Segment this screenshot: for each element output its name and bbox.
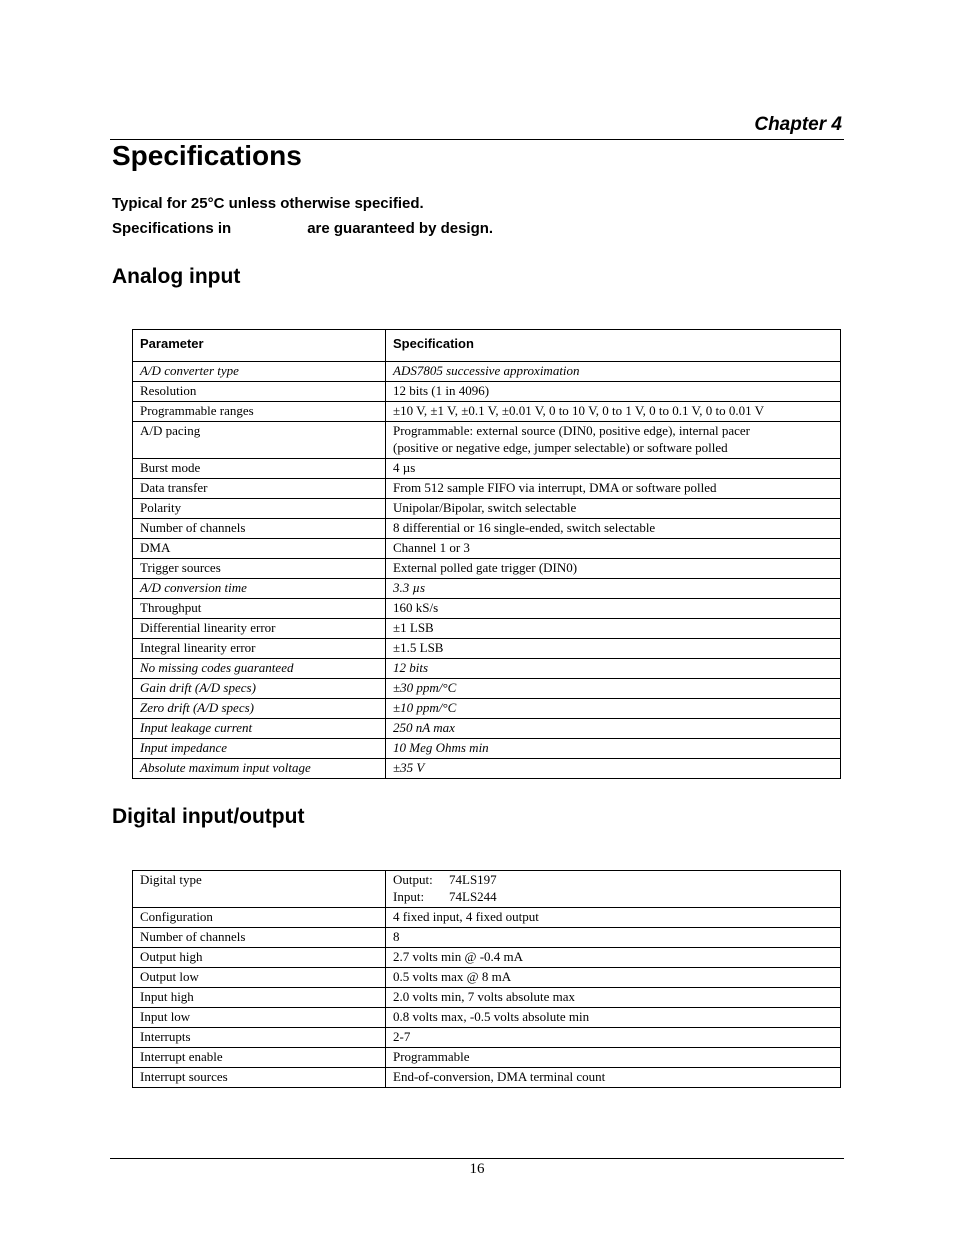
spec-cell: ±10 ppm/°C — [386, 699, 841, 719]
table-row — [133, 422, 841, 459]
table-row — [133, 739, 841, 759]
column-header-parameter: Parameter — [133, 330, 386, 362]
param-cell: Trigger sources — [133, 559, 386, 579]
note-prefix: Specifications in — [112, 220, 232, 237]
spec-cell: 3.3 µs — [386, 579, 841, 599]
table-row — [133, 659, 841, 679]
column-header-specification: Specification — [386, 330, 841, 362]
spec-cell: External polled gate trigger (DIN0) — [386, 559, 841, 579]
param-cell: Input leakage current — [133, 719, 386, 739]
table-row — [133, 539, 841, 559]
param-cell: Configuration — [133, 908, 386, 928]
table-row — [133, 928, 841, 948]
spec-line: Programmable: external source (DIN0, positive edge), internal pacer — [393, 423, 750, 438]
param-cell: Digital type — [133, 871, 386, 908]
table-row — [133, 759, 841, 779]
param-cell: Throughput — [133, 599, 386, 619]
table-row — [133, 968, 841, 988]
param-cell: Interrupt enable — [133, 1048, 386, 1068]
param-cell: Burst mode — [133, 459, 386, 479]
param-cell: Programmable ranges — [133, 402, 386, 422]
param-cell: Interrupts — [133, 1028, 386, 1048]
param-cell: Input low — [133, 1008, 386, 1028]
spec-cell: End-of-conversion, DMA terminal count — [386, 1068, 841, 1088]
param-cell: DMA — [133, 539, 386, 559]
param-cell: Zero drift (A/D specs) — [133, 699, 386, 719]
chapter-label: Chapter 4 — [754, 114, 842, 135]
spec-cell: ±10 V, ±1 V, ±0.1 V, ±0.01 V, 0 to 10 V, 0 to 1 V, 0 to 0.1 V, 0 to 0.01 V — [386, 402, 841, 422]
spec-cell: 250 nA max — [386, 719, 841, 739]
spec-cell — [386, 422, 841, 459]
table-row — [133, 382, 841, 402]
table-row — [133, 1008, 841, 1028]
table-row — [133, 988, 841, 1008]
table-row — [133, 559, 841, 579]
analog-input-table — [132, 329, 841, 779]
table-header-row — [133, 330, 841, 362]
table-row — [133, 639, 841, 659]
spec-cell: Programmable — [386, 1048, 841, 1068]
param-cell: No missing codes guaranteed — [133, 659, 386, 679]
page-title: Specifications — [112, 140, 302, 171]
spec-cell: Unipolar/Bipolar, switch selectable — [386, 499, 841, 519]
spec-cell: 8 differential or 16 single-ended, switch selectable — [386, 519, 841, 539]
param-cell: Data transfer — [133, 479, 386, 499]
table-row — [133, 459, 841, 479]
param-cell: Output low — [133, 968, 386, 988]
spec-cell: 4 fixed input, 4 fixed output — [386, 908, 841, 928]
param-cell: Integral linearity error — [133, 639, 386, 659]
table-row — [133, 719, 841, 739]
spec-line: (positive or negative edge, jumper selectable) or software polled — [393, 440, 728, 455]
param-cell: Number of channels — [133, 519, 386, 539]
digital-io-heading: Digital input/output — [112, 805, 305, 828]
table-row — [133, 679, 841, 699]
param-cell: Resolution — [133, 382, 386, 402]
bottom-rule — [110, 1158, 844, 1159]
table-row — [133, 948, 841, 968]
spec-cell: ADS7805 successive approximation — [386, 362, 841, 382]
spec-cell: 160 kS/s — [386, 599, 841, 619]
input-label: Input: — [393, 889, 425, 904]
digital-io-table — [132, 870, 841, 1088]
spec-cell: 2.0 volts min, 7 volts absolute max — [386, 988, 841, 1008]
param-cell: Number of channels — [133, 928, 386, 948]
param-cell: A/D conversion time — [133, 579, 386, 599]
spec-cell — [386, 871, 841, 908]
param-cell: A/D converter type — [133, 362, 386, 382]
param-cell: Gain drift (A/D specs) — [133, 679, 386, 699]
table-row — [133, 479, 841, 499]
typical-conditions-note: Typical for 25°C unless otherwise specified. — [112, 195, 424, 212]
input-value: 74LS244 — [449, 889, 497, 904]
table-row — [133, 871, 841, 908]
analog-input-heading: Analog input — [112, 265, 241, 288]
table-row — [133, 908, 841, 928]
param-cell: A/D pacing — [133, 422, 386, 459]
param-cell: Polarity — [133, 499, 386, 519]
spec-cell: ±30 ppm/°C — [386, 679, 841, 699]
table-row — [133, 499, 841, 519]
output-label: Output: — [393, 872, 433, 887]
spec-cell: 4 µs — [386, 459, 841, 479]
table-row — [133, 1068, 841, 1088]
page-number: 16 — [469, 1161, 485, 1177]
spec-cell: 2-7 — [386, 1028, 841, 1048]
table-row — [133, 519, 841, 539]
table-row — [133, 619, 841, 639]
table-row — [133, 362, 841, 382]
spec-cell: Channel 1 or 3 — [386, 539, 841, 559]
spec-cell: 10 Meg Ohms min — [386, 739, 841, 759]
spec-cell: ±35 V — [386, 759, 841, 779]
table-row — [133, 579, 841, 599]
spec-cell: 0.8 volts max, -0.5 volts absolute min — [386, 1008, 841, 1028]
table-row — [133, 1028, 841, 1048]
param-cell: Differential linearity error — [133, 619, 386, 639]
param-cell: Absolute maximum input voltage — [133, 759, 386, 779]
spec-cell: 12 bits — [386, 659, 841, 679]
param-cell: Input high — [133, 988, 386, 1008]
table-row — [133, 1048, 841, 1068]
spec-cell: From 512 sample FIFO via interrupt, DMA or software polled — [386, 479, 841, 499]
param-cell: Output high — [133, 948, 386, 968]
output-value: 74LS197 — [449, 872, 497, 887]
spec-cell: ±1 LSB — [386, 619, 841, 639]
spec-cell: 0.5 volts max @ 8 mA — [386, 968, 841, 988]
param-cell: Interrupt sources — [133, 1068, 386, 1088]
param-cell: Input impedance — [133, 739, 386, 759]
table-row — [133, 599, 841, 619]
table-row — [133, 699, 841, 719]
note-suffix: are guaranteed by design. — [307, 220, 494, 237]
spec-cell: 2.7 volts min @ -0.4 mA — [386, 948, 841, 968]
spec-cell: ±1.5 LSB — [386, 639, 841, 659]
spec-cell: 8 — [386, 928, 841, 948]
spec-cell: 12 bits (1 in 4096) — [386, 382, 841, 402]
guaranteed-by-design-note — [112, 220, 493, 237]
table-row — [133, 402, 841, 422]
